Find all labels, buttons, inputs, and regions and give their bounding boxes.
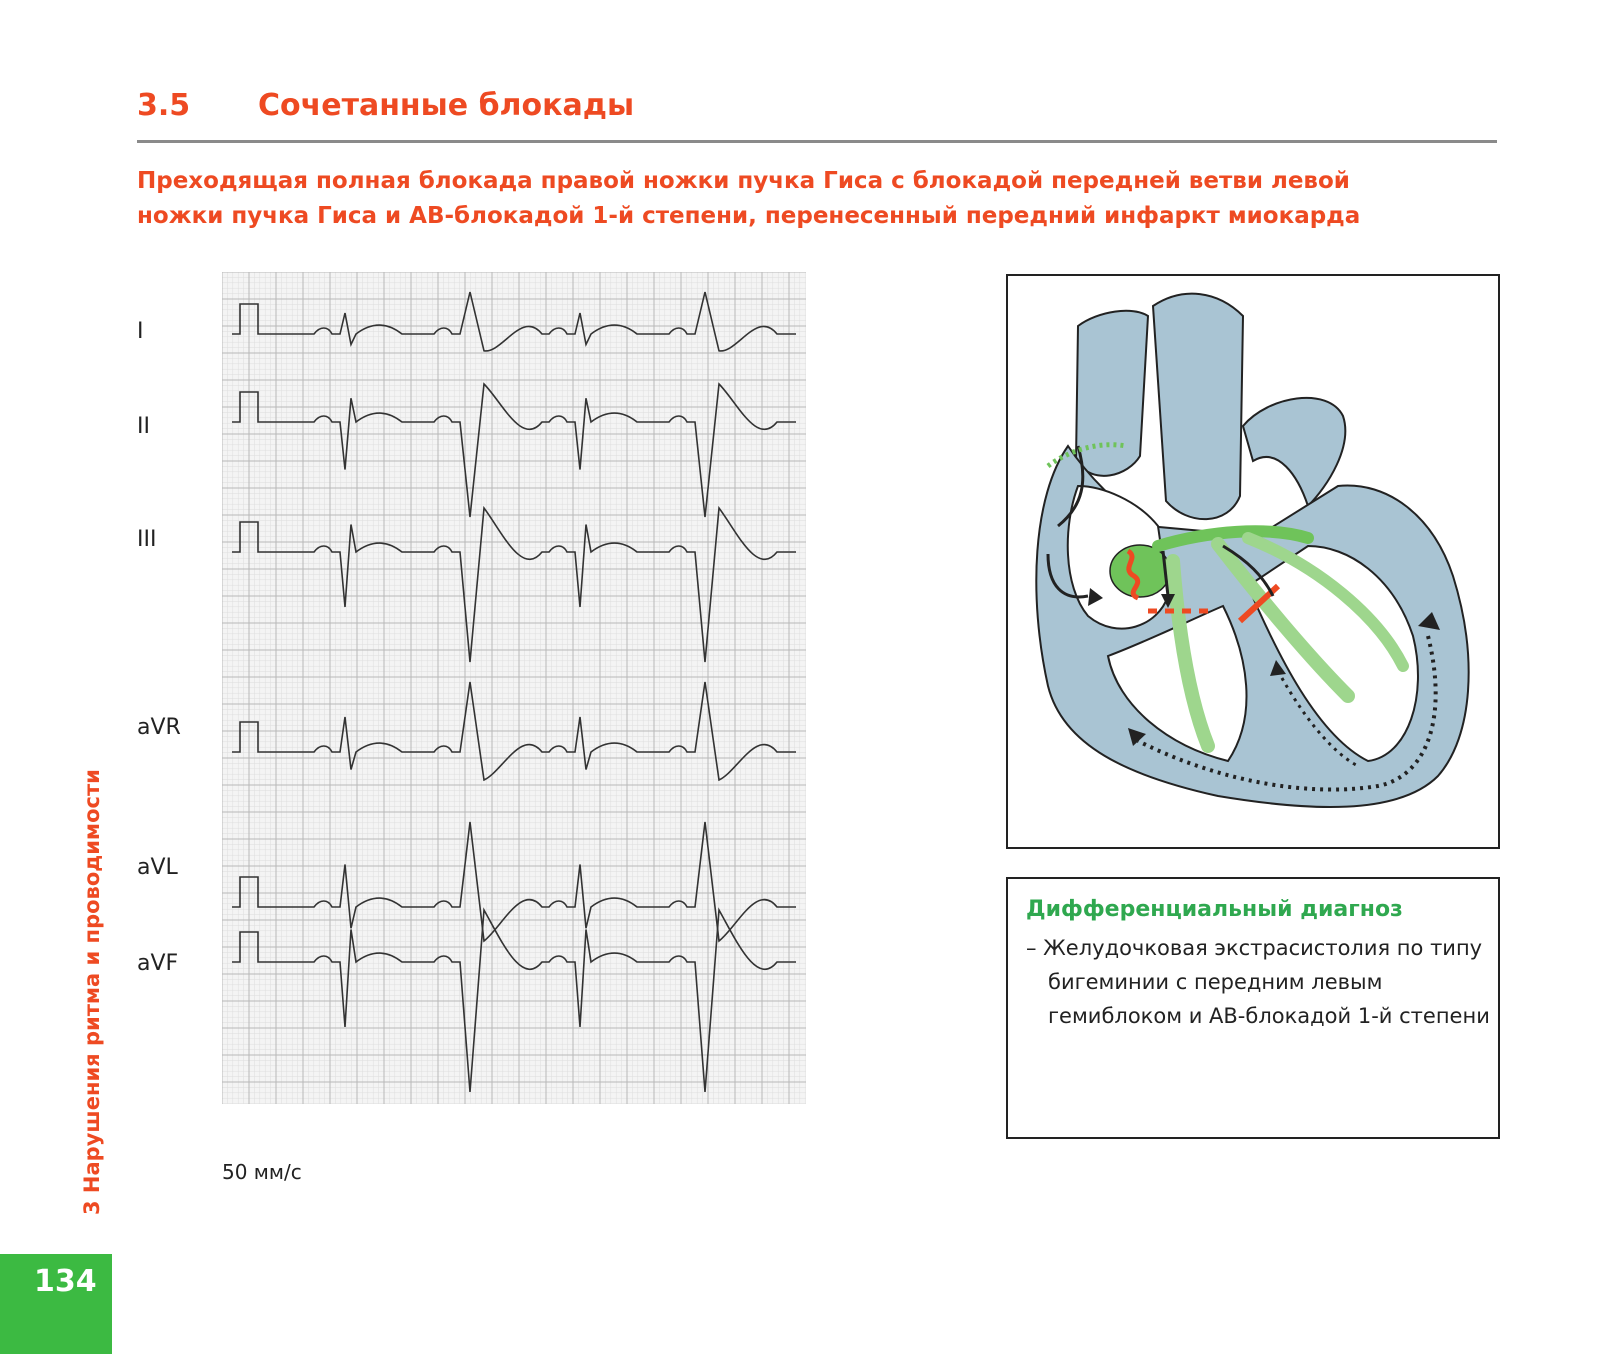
chapter-number: 3 — [80, 1200, 104, 1215]
heart-conduction-diagram — [1006, 274, 1500, 849]
chapter-side-label — [80, 769, 104, 1215]
lead-label-III: III — [137, 527, 157, 552]
lead-label-aVL: aVL — [137, 855, 178, 880]
pulmonary-artery — [1243, 398, 1345, 506]
section-title: Сочетанные блокады — [258, 88, 635, 123]
subtitle-line-1: Преходящая полная блокада правой ножки пучка Гиса с блокадой передней ветви левой — [137, 168, 1350, 194]
differential-diagnosis-title: Дифференциальный диагноз — [1026, 897, 1403, 922]
title-rule — [137, 140, 1497, 143]
lead-label-aVF: aVF — [137, 951, 179, 976]
ecg-strip — [222, 272, 806, 1104]
aorta — [1153, 294, 1243, 520]
lead-label-I: I — [137, 319, 144, 344]
lead-label-aVR: aVR — [137, 715, 181, 740]
differential-diagnosis-item: – Желудочковая экстрасистолия по типу бигеминии с передним левым гемиблоком и АВ-блокадой 1-й степени — [1026, 936, 1490, 1028]
paper-speed-label: 50 мм/с — [222, 1160, 302, 1184]
page-number: 134 — [34, 1264, 97, 1299]
chapter-title: Нарушения ритма и проводимости — [80, 769, 104, 1194]
superior-vena-cava — [1076, 311, 1148, 476]
figure-subtitle — [137, 164, 1517, 234]
section-number: 3.5 — [137, 88, 191, 123]
lead-label-II: II — [137, 414, 150, 439]
heart-illustration — [1008, 276, 1498, 847]
subtitle-line-2: ножки пучка Гиса и АВ-блокадой 1-й степени, перенесенный передний инфаркт миокарда — [137, 203, 1361, 229]
differential-diagnosis-box — [1006, 877, 1500, 1139]
av-node — [1110, 545, 1170, 597]
